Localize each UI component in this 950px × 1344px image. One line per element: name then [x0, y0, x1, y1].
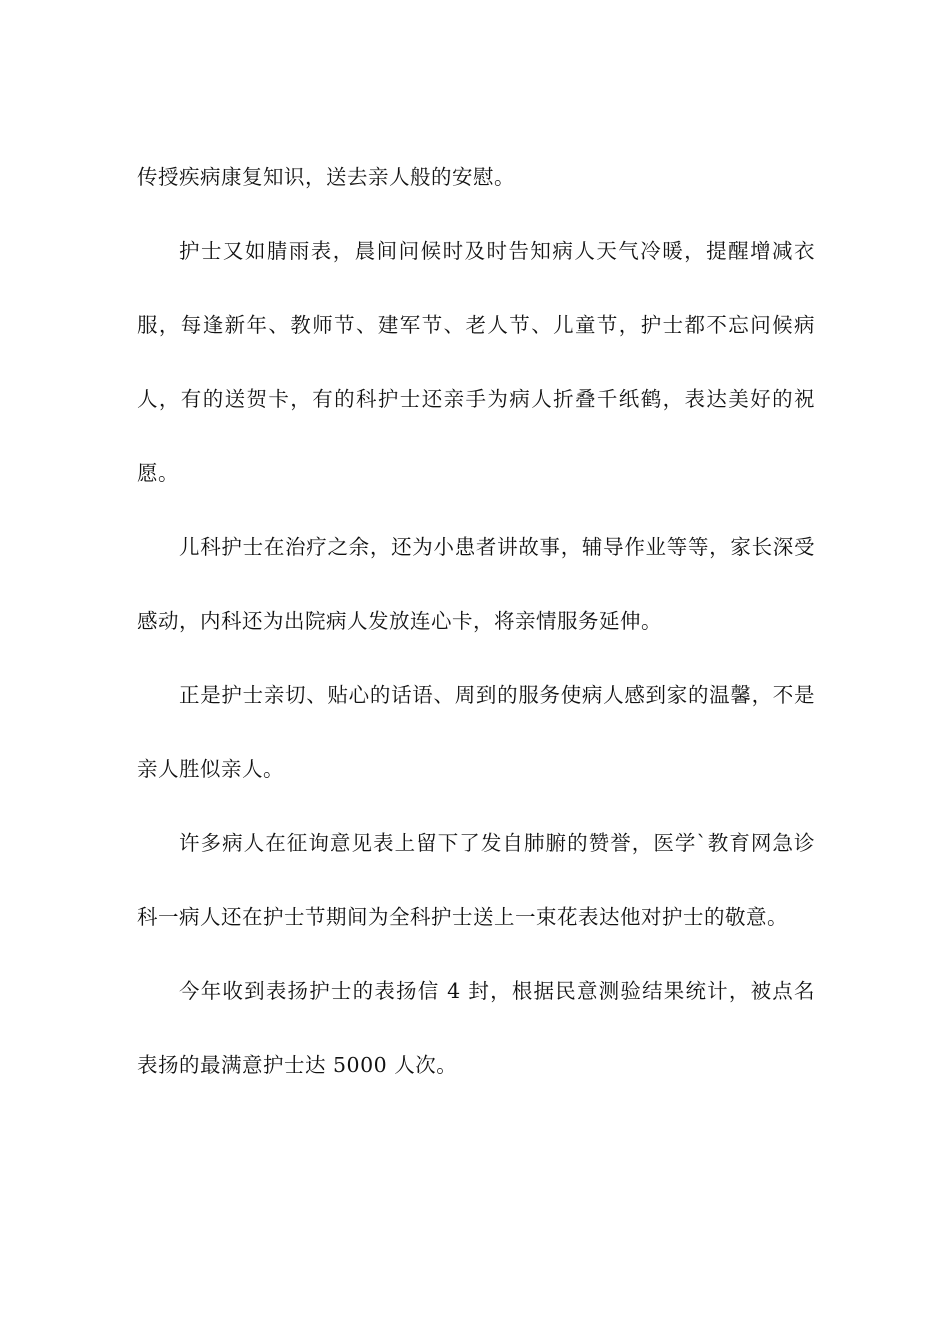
- paragraph-3: 儿科护士在治疗之余，还为小患者讲故事，辅导作业等等，家长深受感动，内科还为出院病人发放连心卡，将亲情服务延伸。: [137, 535, 815, 633]
- paragraph-6: 今年收到表扬护士的表扬信 4 封，根据民意测验结果统计，被点名表扬的最满意护士达 5000 人次。: [137, 979, 815, 1077]
- paragraph-5: 许多病人在征询意见表上留下了发自肺腑的赞誉，医学`教育网急诊科一病人还在护士节期间为全科护士送上一束花表达他对护士的敬意。: [137, 831, 815, 929]
- paragraph-1: 传授疾病康复知识，送去亲人般的安慰。: [137, 165, 515, 189]
- paragraph-4: 正是护士亲切、贴心的话语、周到的服务使病人感到家的温馨，不是亲人胜似亲人。: [137, 683, 815, 781]
- paragraph-2: 护士又如腈雨表，晨间问候时及时告知病人天气冷暖，提醒增减衣服，每逢新年、教师节、建军节、老人节、儿童节，护士都不忘问候病人，有的送贺卡，有的科护士还亲手为病人折叠千纸鹤，表达美好的祝愿。: [137, 239, 815, 485]
- document-body: [137, 140, 815, 1102]
